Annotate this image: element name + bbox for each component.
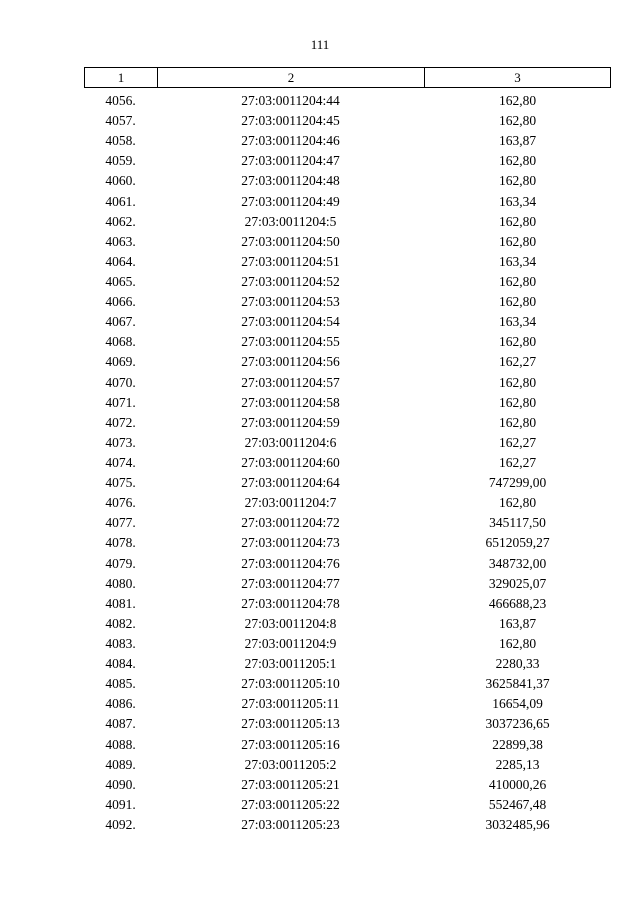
row-number: 4072.	[105, 414, 136, 430]
table-row	[84, 151, 611, 171]
row-number: 4084.	[105, 656, 136, 672]
row-value: 162,80	[498, 153, 537, 169]
row-number: 4059.	[105, 153, 136, 169]
table-row	[84, 312, 611, 332]
row-value: 162,80	[498, 495, 537, 511]
row-number: 4066.	[105, 294, 136, 310]
row-number: 4062.	[105, 213, 136, 229]
table-row	[84, 192, 611, 212]
table-row	[84, 775, 611, 795]
row-value: 163,87	[498, 133, 537, 149]
row-number: 4058.	[105, 133, 136, 149]
row-value: 163,34	[498, 253, 537, 269]
row-value: 410000,26	[488, 776, 547, 792]
cadastral-number: 27:03:0011204:55	[241, 334, 340, 350]
row-value: 3625841,37	[485, 676, 550, 692]
cadastral-number: 27:03:0011204:45	[241, 113, 340, 129]
cadastral-number: 27:03:0011204:59	[241, 414, 340, 430]
table-row	[84, 131, 611, 151]
row-number: 4070.	[105, 374, 136, 390]
row-number: 4057.	[105, 113, 136, 129]
row-number: 4088.	[105, 736, 136, 752]
table-row	[84, 433, 611, 453]
cadastral-number: 27:03:0011204:54	[241, 314, 340, 330]
row-value: 747299,00	[488, 475, 547, 491]
table-row	[84, 674, 611, 694]
row-value: 162,80	[498, 334, 537, 350]
cadastral-number: 27:03:0011204:58	[241, 394, 340, 410]
row-number: 4087.	[105, 716, 136, 732]
row-value: 162,27	[498, 354, 537, 370]
table-row	[84, 714, 611, 734]
cadastral-number: 27:03:0011204:51	[241, 253, 340, 269]
row-number: 4091.	[105, 796, 136, 812]
row-number: 4086.	[105, 696, 136, 712]
table-row	[84, 473, 611, 493]
table-row	[84, 352, 611, 372]
row-value: 552467,48	[488, 796, 547, 812]
cadastral-number: 27:03:0011205:10	[241, 676, 340, 692]
table-row	[84, 252, 611, 272]
header-cell-3: 3	[514, 70, 521, 85]
table-row	[84, 393, 611, 413]
cadastral-number: 27:03:0011204:9	[244, 636, 337, 651]
cadastral-number: 27:03:0011205:16	[241, 736, 340, 752]
cadastral-number: 27:03:0011204:60	[241, 455, 340, 471]
row-value: 162,80	[498, 93, 537, 109]
row-number: 4092.	[105, 816, 136, 832]
cadastral-number: 27:03:0011204:50	[241, 233, 340, 249]
cadastral-number: 27:03:0011205:1	[244, 656, 337, 672]
table-row	[84, 493, 611, 513]
table-row	[84, 91, 611, 111]
cadastral-number: 27:03:0011204:47	[241, 153, 340, 169]
header-cell-2: 2	[158, 68, 425, 87]
table-row	[84, 413, 611, 433]
cadastral-number: 27:03:0011204:72	[241, 515, 340, 531]
cadastral-number: 27:03:0011204:49	[241, 193, 340, 209]
table-row	[84, 574, 611, 594]
row-number: 4069.	[105, 354, 136, 370]
row-number: 4074.	[105, 455, 136, 471]
row-number: 4065.	[105, 274, 136, 290]
row-value: 162,80	[498, 374, 537, 390]
row-value: 2280,33	[495, 656, 540, 672]
table-row	[84, 634, 611, 654]
row-number: 4080.	[105, 575, 136, 591]
table-row	[84, 815, 611, 835]
row-number: 4076.	[105, 495, 136, 511]
row-value: 162,80	[498, 233, 537, 249]
row-value: 163,34	[498, 314, 537, 330]
row-number: 4073.	[105, 434, 136, 450]
row-number: 4077.	[105, 515, 136, 531]
cadastral-number: 27:03:0011204:8	[244, 615, 337, 631]
row-number: 4063.	[105, 233, 136, 249]
row-number: 4082.	[105, 615, 136, 631]
row-value: 162,80	[498, 414, 537, 430]
cadastral-number: 27:03:0011204:52	[241, 274, 340, 290]
row-value: 162,80	[498, 113, 537, 129]
row-number: 4067.	[105, 314, 136, 330]
row-value: 466688,23	[488, 595, 547, 611]
cadastral-number: 27:03:0011205:11	[241, 696, 340, 712]
row-value: 3032485,96	[485, 816, 550, 832]
cadastral-number: 27:03:0011204:78	[241, 595, 340, 611]
cadastral-number: 27:03:0011204:64	[241, 475, 340, 491]
row-value: 2285,13	[495, 756, 540, 772]
table-row	[84, 554, 611, 574]
row-value: 162,27	[498, 434, 537, 450]
table-row	[84, 171, 611, 191]
row-value: 348732,00	[488, 555, 547, 571]
table-row	[84, 614, 611, 634]
cadastral-number: 27:03:0011204:48	[241, 173, 340, 189]
row-value: 22899,38	[492, 736, 543, 752]
table-row	[84, 594, 611, 614]
row-value: 162,80	[498, 213, 537, 229]
row-number: 4056.	[105, 93, 136, 109]
cadastral-number: 27:03:0011204:57	[241, 374, 340, 390]
row-value: 329025,07	[488, 575, 547, 591]
row-value: 162,80	[498, 294, 537, 310]
row-value: 345117,50	[489, 515, 546, 531]
cadastral-number: 27:03:0011204:6	[244, 434, 337, 450]
table-row	[84, 212, 611, 232]
cadastral-number: 27:03:0011205:2	[244, 756, 337, 772]
row-number: 4085.	[105, 676, 136, 692]
row-number: 4089.	[105, 756, 136, 772]
row-value: 162,80	[498, 636, 537, 651]
row-number: 4079.	[105, 555, 136, 571]
row-number: 4081.	[105, 595, 136, 611]
table-row	[84, 795, 611, 815]
table-row	[84, 755, 611, 775]
row-number: 4068.	[105, 334, 136, 350]
row-number: 4064.	[105, 253, 136, 269]
table-row	[84, 735, 611, 755]
cadastral-number: 27:03:0011204:77	[241, 575, 340, 591]
cadastral-number: 27:03:0011204:76	[241, 555, 340, 571]
cadastral-number: 27:03:0011204:44	[241, 93, 340, 109]
row-value: 162,80	[498, 173, 537, 189]
table-row	[84, 232, 611, 252]
cadastral-number: 27:03:0011205:23	[241, 816, 340, 832]
table-row	[84, 533, 611, 553]
row-number: 4083.	[105, 636, 136, 651]
row-value: 163,34	[498, 193, 537, 209]
cadastral-number: 27:03:0011204:7	[244, 495, 337, 511]
row-number: 4060.	[105, 173, 136, 189]
table-body	[84, 91, 611, 835]
row-value: 162,27	[498, 455, 537, 471]
cadastral-number: 27:03:0011204:73	[241, 535, 340, 551]
table-row	[84, 694, 611, 714]
cadastral-number: 27:03:0011205:21	[241, 776, 340, 792]
row-number: 4071.	[105, 394, 136, 410]
cadastral-number: 27:03:0011204:5	[244, 213, 337, 229]
table-row	[84, 373, 611, 393]
cadastral-number: 27:03:0011205:13	[241, 716, 340, 732]
page-number: 111	[310, 37, 330, 52]
cadastral-number: 27:03:0011205:22	[241, 796, 340, 812]
cadastral-number: 27:03:0011204:46	[241, 133, 340, 149]
row-number: 4075.	[105, 475, 136, 491]
row-value: 16654,09	[492, 696, 543, 712]
cadastral-number: 27:03:0011204:56	[241, 354, 340, 370]
row-value: 3037236,65	[485, 716, 550, 732]
row-number: 4061.	[105, 193, 136, 209]
row-number: 4090.	[105, 776, 136, 792]
table-row	[84, 453, 611, 473]
table-row	[84, 292, 611, 312]
header-cell-1: 1	[85, 68, 158, 87]
table-row	[84, 654, 611, 674]
table-row	[84, 272, 611, 292]
table-row	[84, 513, 611, 533]
table-row	[84, 332, 611, 352]
row-value: 163,87	[498, 615, 537, 631]
row-number: 4078.	[105, 535, 136, 551]
table-header	[84, 67, 611, 88]
row-value: 162,80	[498, 274, 537, 290]
row-value: 162,80	[498, 394, 537, 410]
row-value: 6512059,27	[485, 535, 550, 551]
cadastral-number: 27:03:0011204:53	[241, 294, 340, 310]
table-row	[84, 111, 611, 131]
